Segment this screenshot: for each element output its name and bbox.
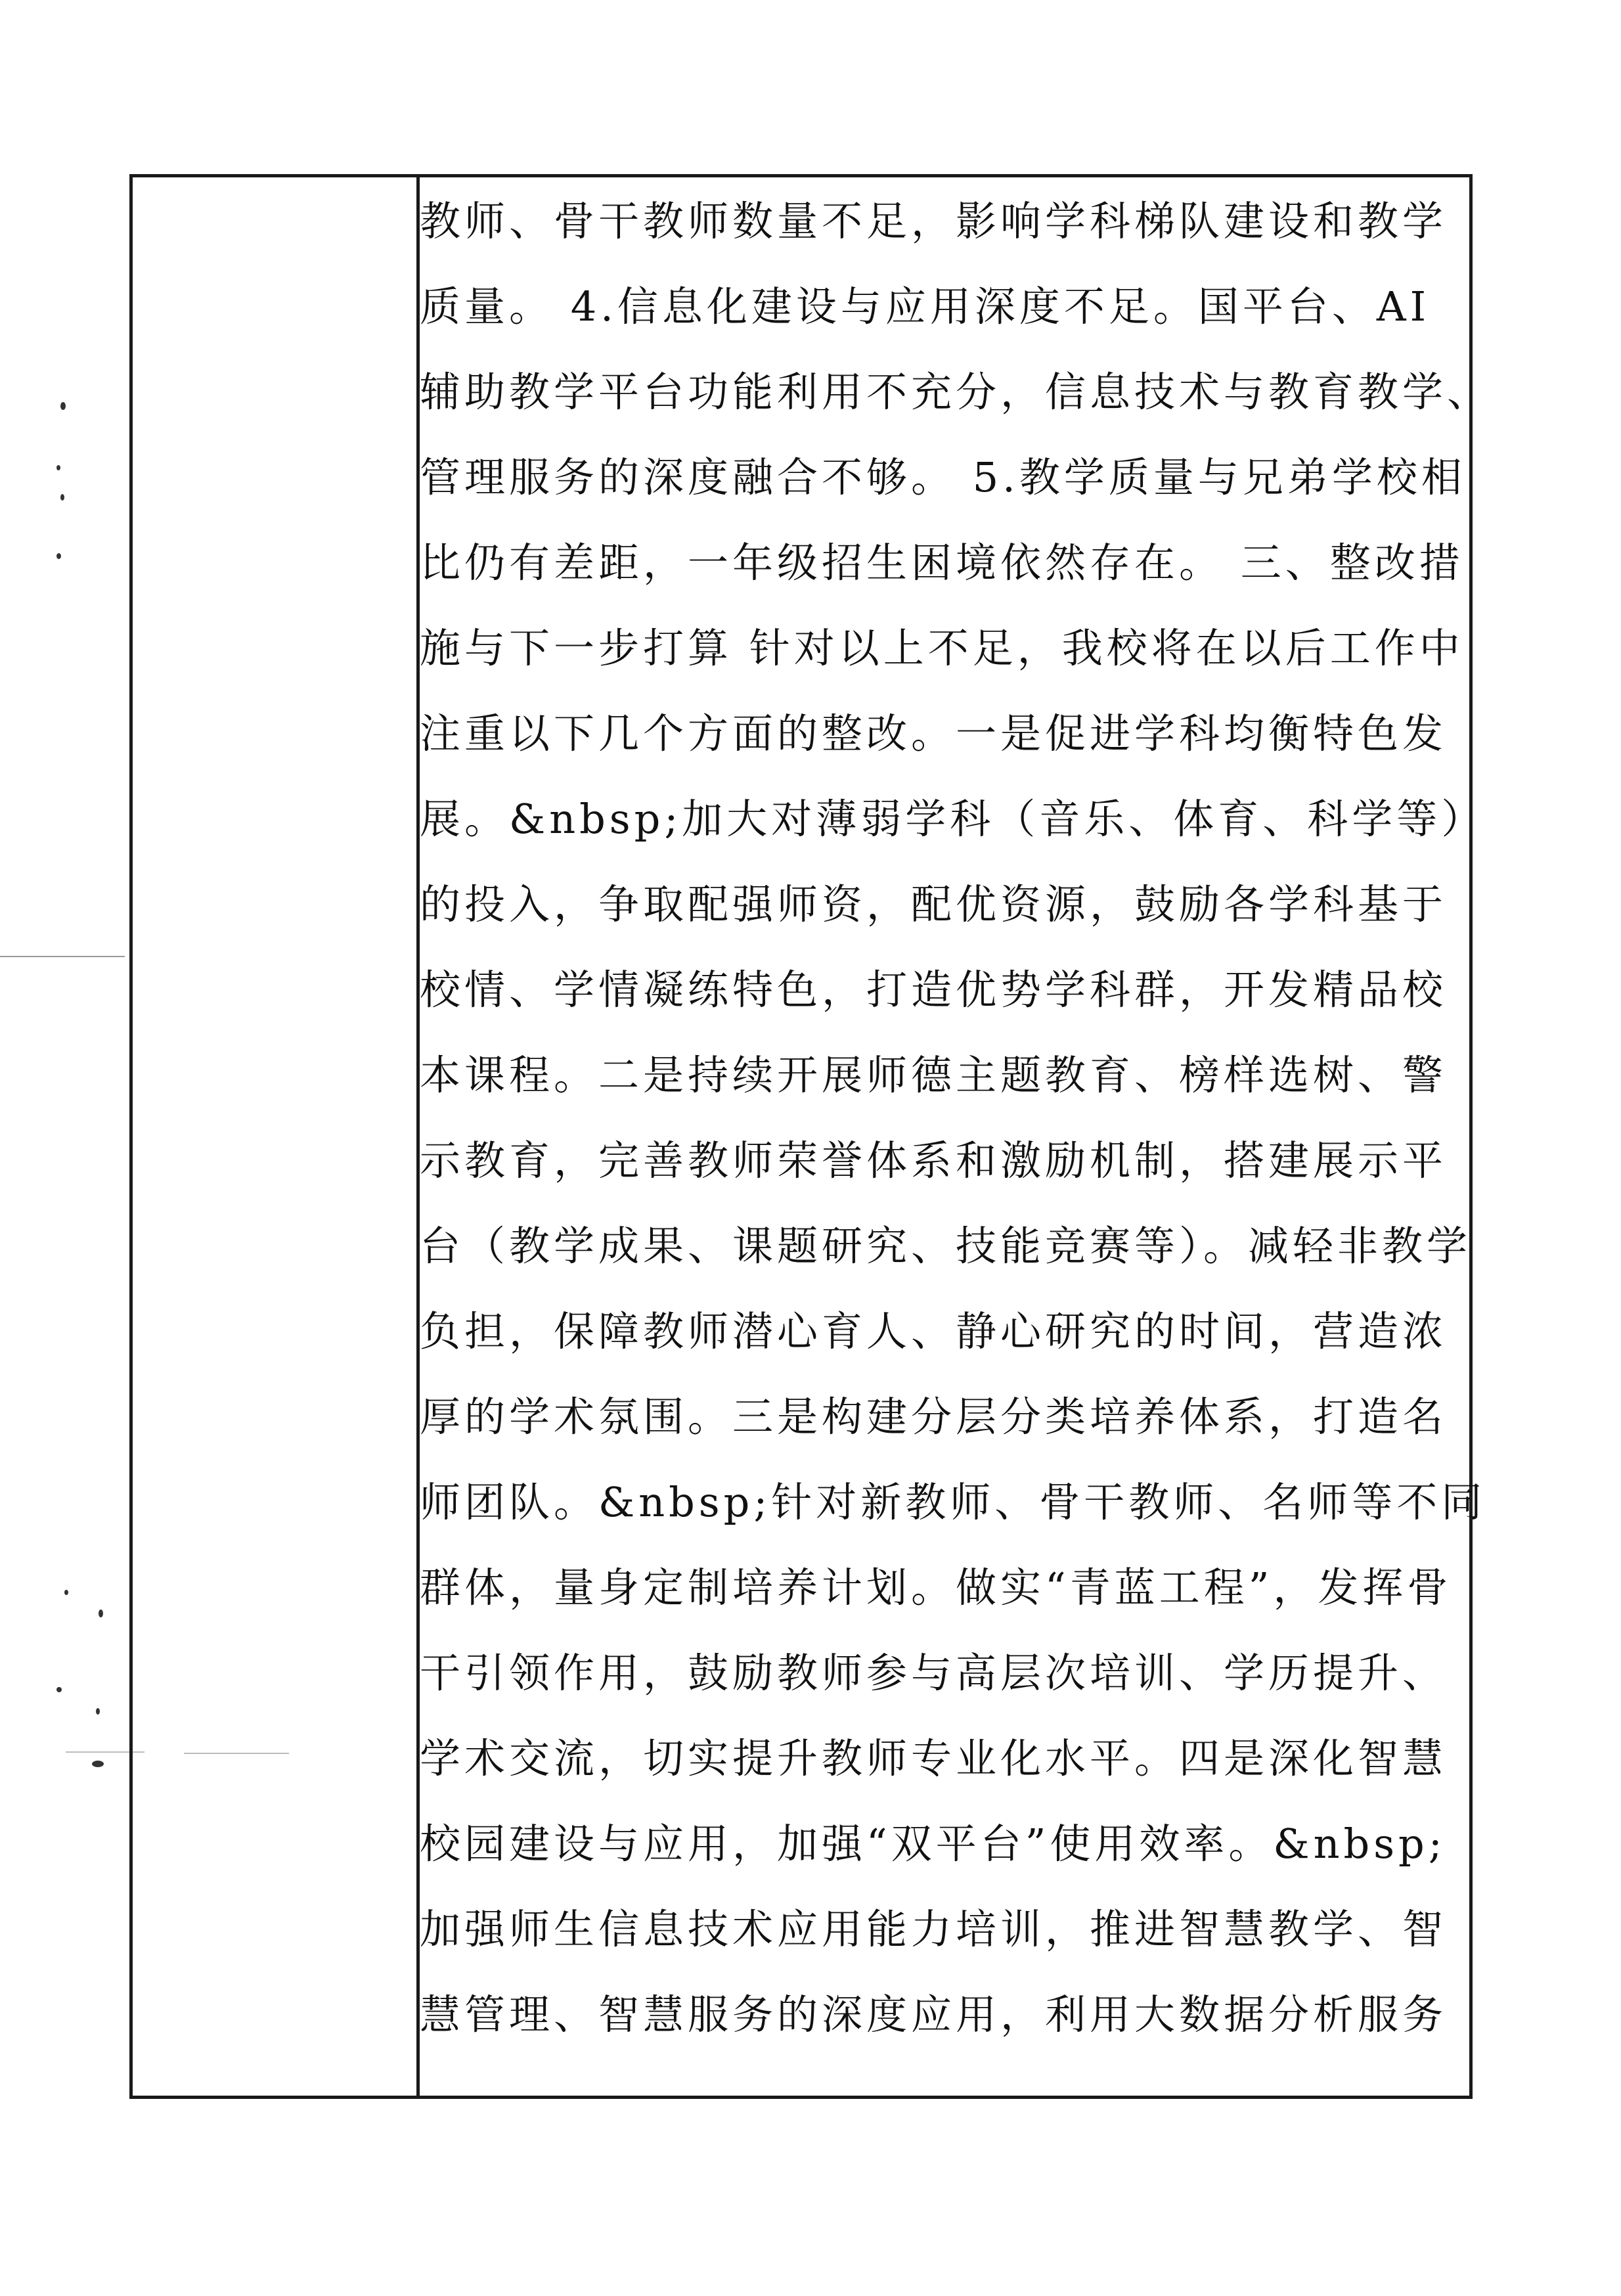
scan-speck <box>56 1687 62 1692</box>
text-line: 加强师生信息技术应用能力培训，推进智慧教学、智 <box>420 1905 1448 1953</box>
text-line: 负担，保障教师潜心育人、静心研究的时间，营造浓 <box>420 1307 1448 1355</box>
text-line: 校园建设与应用，加强“双平台”使用效率。&nbsp; <box>420 1820 1446 1868</box>
scan-speck <box>99 1609 103 1617</box>
form-table <box>129 174 1492 2099</box>
text-line: 注重以下几个方面的整改。一是促进学科均衡特色发 <box>420 709 1448 757</box>
scan-speck <box>92 1761 104 1767</box>
left-label-cell <box>133 177 420 2096</box>
scan-speck <box>56 465 60 470</box>
scan-speck <box>96 1708 100 1715</box>
text-line: 教师、骨干教师数量不足，影响学科梯队建设和教学 <box>420 197 1448 245</box>
scan-speck <box>60 402 66 410</box>
text-line: 校情、学情凝练特色，打造优势学科群，开发精品校 <box>420 966 1448 1014</box>
text-line: 干引领作用，鼓励教师参与高层次培训、学历提升、 <box>420 1649 1448 1697</box>
text-line: 示教育，完善教师荣誉体系和激励机制，搭建展示平 <box>420 1137 1448 1184</box>
text-line: 师团队。&nbsp;针对新教师、骨干教师、名师等不同 <box>420 1478 1486 1526</box>
text-line: 比仍有差距，一年级招生困境依然存在。 三、整改措 <box>420 539 1464 587</box>
text-line: 展。&nbsp;加大对薄弱学科（音乐、体育、科学等） <box>420 795 1486 843</box>
scan-dash <box>0 956 125 957</box>
scan-speck <box>60 494 64 501</box>
text-line: 群体，量身定制培养计划。做实“青蓝工程”，发挥骨 <box>420 1564 1452 1611</box>
text-line: 辅助教学平台功能利用不充分，信息技术与教育教学、 <box>420 368 1492 416</box>
text-line: 学术交流，切实提升教师专业化水平。四是深化智慧 <box>420 1734 1448 1782</box>
content-cell <box>420 177 1492 2096</box>
text-line: 管理服务的深度融合不够。 5.教学质量与兄弟学校相 <box>420 453 1466 501</box>
text-line: 慧管理、智慧服务的深度应用，利用大数据分析服务 <box>420 1991 1448 2038</box>
text-line: 台（教学成果、课题研究、技能竞赛等）。减轻非教学 <box>420 1222 1472 1270</box>
text-line: 厚的学术氛围。三是构建分层分类培养体系，打造名 <box>420 1393 1448 1441</box>
text-line: 质量。 4.信息化建设与应用深度不足。国平台、AI <box>420 282 1431 330</box>
scan-speck <box>64 1590 68 1595</box>
text-line: 施与下一步打算 针对以上不足，我校将在以后工作中 <box>420 624 1464 672</box>
text-line: 的投入，争取配强师资，配优资源，鼓励各学科基于 <box>420 880 1448 928</box>
text-line: 本课程。二是持续开展师德主题教育、榜样选树、警 <box>420 1051 1448 1099</box>
scan-speck <box>56 553 61 559</box>
